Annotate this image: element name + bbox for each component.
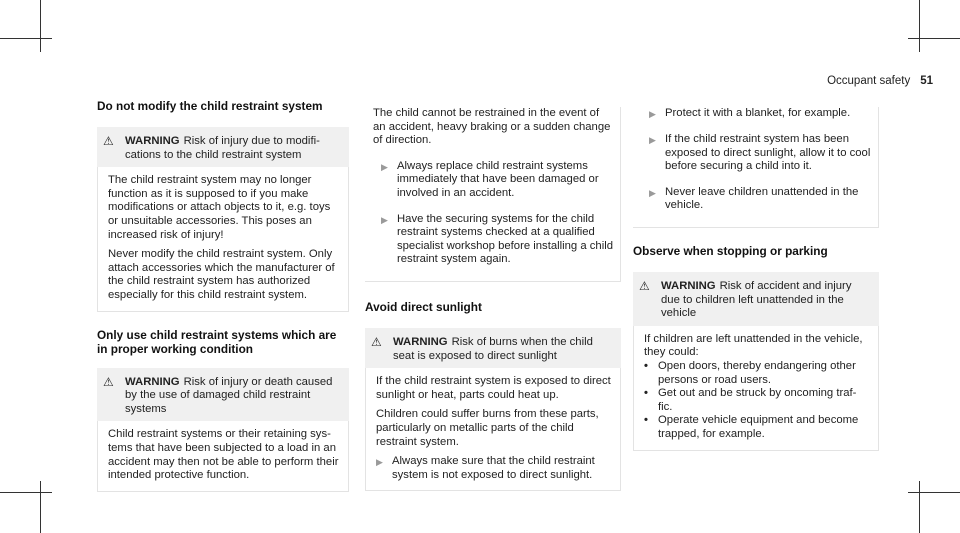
warning-lead: Risk of injury due to modifi-cations to the child restraint system [125,135,320,161]
crop-mark [908,492,960,493]
warning-paragraph: Children could suffer burns from these parts, particularly on metallic parts of the child restraint system. [376,408,599,448]
step-item [373,160,614,201]
warning-triangle-icon: ⚠ [103,374,114,389]
warning-body [633,326,879,451]
step-text: If the child restraint system has been exposed to direct sunlight, allow it to cool before securing a child into it. [665,133,871,173]
step-arrow-icon: ▶ [376,457,383,468]
column-3 [633,107,879,451]
heading-do-not-modify: Do not modify the child restraint system [97,99,323,113]
bullet-text: Get out and be struck by oncoming traf-fic. [658,387,857,413]
warning-body [97,421,349,491]
step-item [641,186,872,213]
crop-mark [0,38,52,39]
crop-mark [40,0,41,52]
step-item [373,213,614,267]
step-text: Have the securing systems for the child restraint systems checked at a qualified specialist workshop before installing a child restraint system again. [397,212,614,266]
step-arrow-icon: ▶ [649,135,656,145]
step-item [641,107,872,121]
step-arrow-icon: ▶ [381,161,388,172]
warning-label: WARNING [125,135,180,147]
warning-lead: Risk of burns when the child seat is exposed to direct sunlight [393,335,593,362]
heading-stopping-parking: Observe when stopping or parking [633,243,828,258]
warning-body [365,368,621,491]
step-item [376,455,612,482]
bullet-text: Open doors, thereby endangering other persons or road users. [658,359,856,386]
warning-triangle-icon: ⚠ [103,134,114,148]
page-header [827,75,933,89]
step-arrow-icon: ▶ [649,187,656,198]
bullet-icon: • [644,414,648,427]
instruction-box [633,107,879,228]
warning-label: WARNING [125,375,180,388]
warning-paragraph: Child restraint systems or their retaining sys-tems that have been subjected to a load in an accident may then not be able to perform their intended protective function. [108,428,339,482]
warning-box [365,328,621,368]
warning-label: WARNING [661,279,716,292]
intro-paragraph: The child cannot be restrained in the event of an accident, heavy braking or a sudden change of direction. [373,107,611,147]
bullet-icon: • [644,387,648,400]
warning-box [97,368,349,422]
warning-triangle-icon: ⚠ [371,334,382,349]
warning-box [633,272,879,326]
bullet-icon: • [644,359,648,372]
crop-mark [919,481,920,533]
warning-box [97,127,349,167]
warning-lead: Risk of injury or death caused by the use of damaged child restraint systems [125,375,333,415]
warning-label: WARNING [393,335,448,348]
step-text: Never leave children unattended in the vehicle. [665,185,859,212]
crop-mark [40,481,41,533]
warning-triangle-icon: ⚠ [639,278,650,293]
warning-body [97,167,349,311]
bullet-text: Operate vehicle equipment and become trapped, for example. [658,414,859,440]
column-1 [97,99,349,492]
warning-paragraph: If children are left unattended in the vehicle, they could: [644,332,863,359]
bullet-item [644,387,870,414]
warning-paragraph: The child restraint system may no longer function as it is supposed to if you make modifications or attach objects to it, e.g. toys or unsuitable accessories. This poses an increased risk of injury! [108,174,331,241]
step-text: Always make sure that the child restraint system is not exposed to direct sunlight. [392,455,595,481]
step-item [641,133,872,174]
step-text: Protect it with a blanket, for example. [665,107,851,119]
step-arrow-icon: ▶ [649,109,656,119]
bullet-item [644,414,870,441]
step-text: Always replace child restraint systems immediately that have been damaged or involved in an accident. [397,159,599,199]
instruction-box [365,107,621,282]
warning-lead: Risk of accident and injury due to children left unattended in the vehicle [661,279,852,320]
warning-paragraph: Never modify the child restraint system. Only attach accessories which the manufacturer of the child restraint system has authorized especially for this child restraint system. [108,248,335,301]
bullet-item [644,360,870,387]
heading-avoid-sunlight: Avoid direct sunlight [365,299,482,314]
crop-mark [908,38,960,39]
section-title: Occupant safety [827,75,911,87]
crop-mark [0,492,52,493]
column-2 [365,107,621,491]
heading-proper-condition: Only use child restraint systems which are in proper working condition [97,327,337,356]
crop-mark [919,0,920,52]
page-number: 51 [920,75,933,87]
warning-paragraph: If the child restraint system is exposed to direct sunlight or heat, parts could heat up. [376,375,611,401]
step-arrow-icon: ▶ [381,214,388,225]
